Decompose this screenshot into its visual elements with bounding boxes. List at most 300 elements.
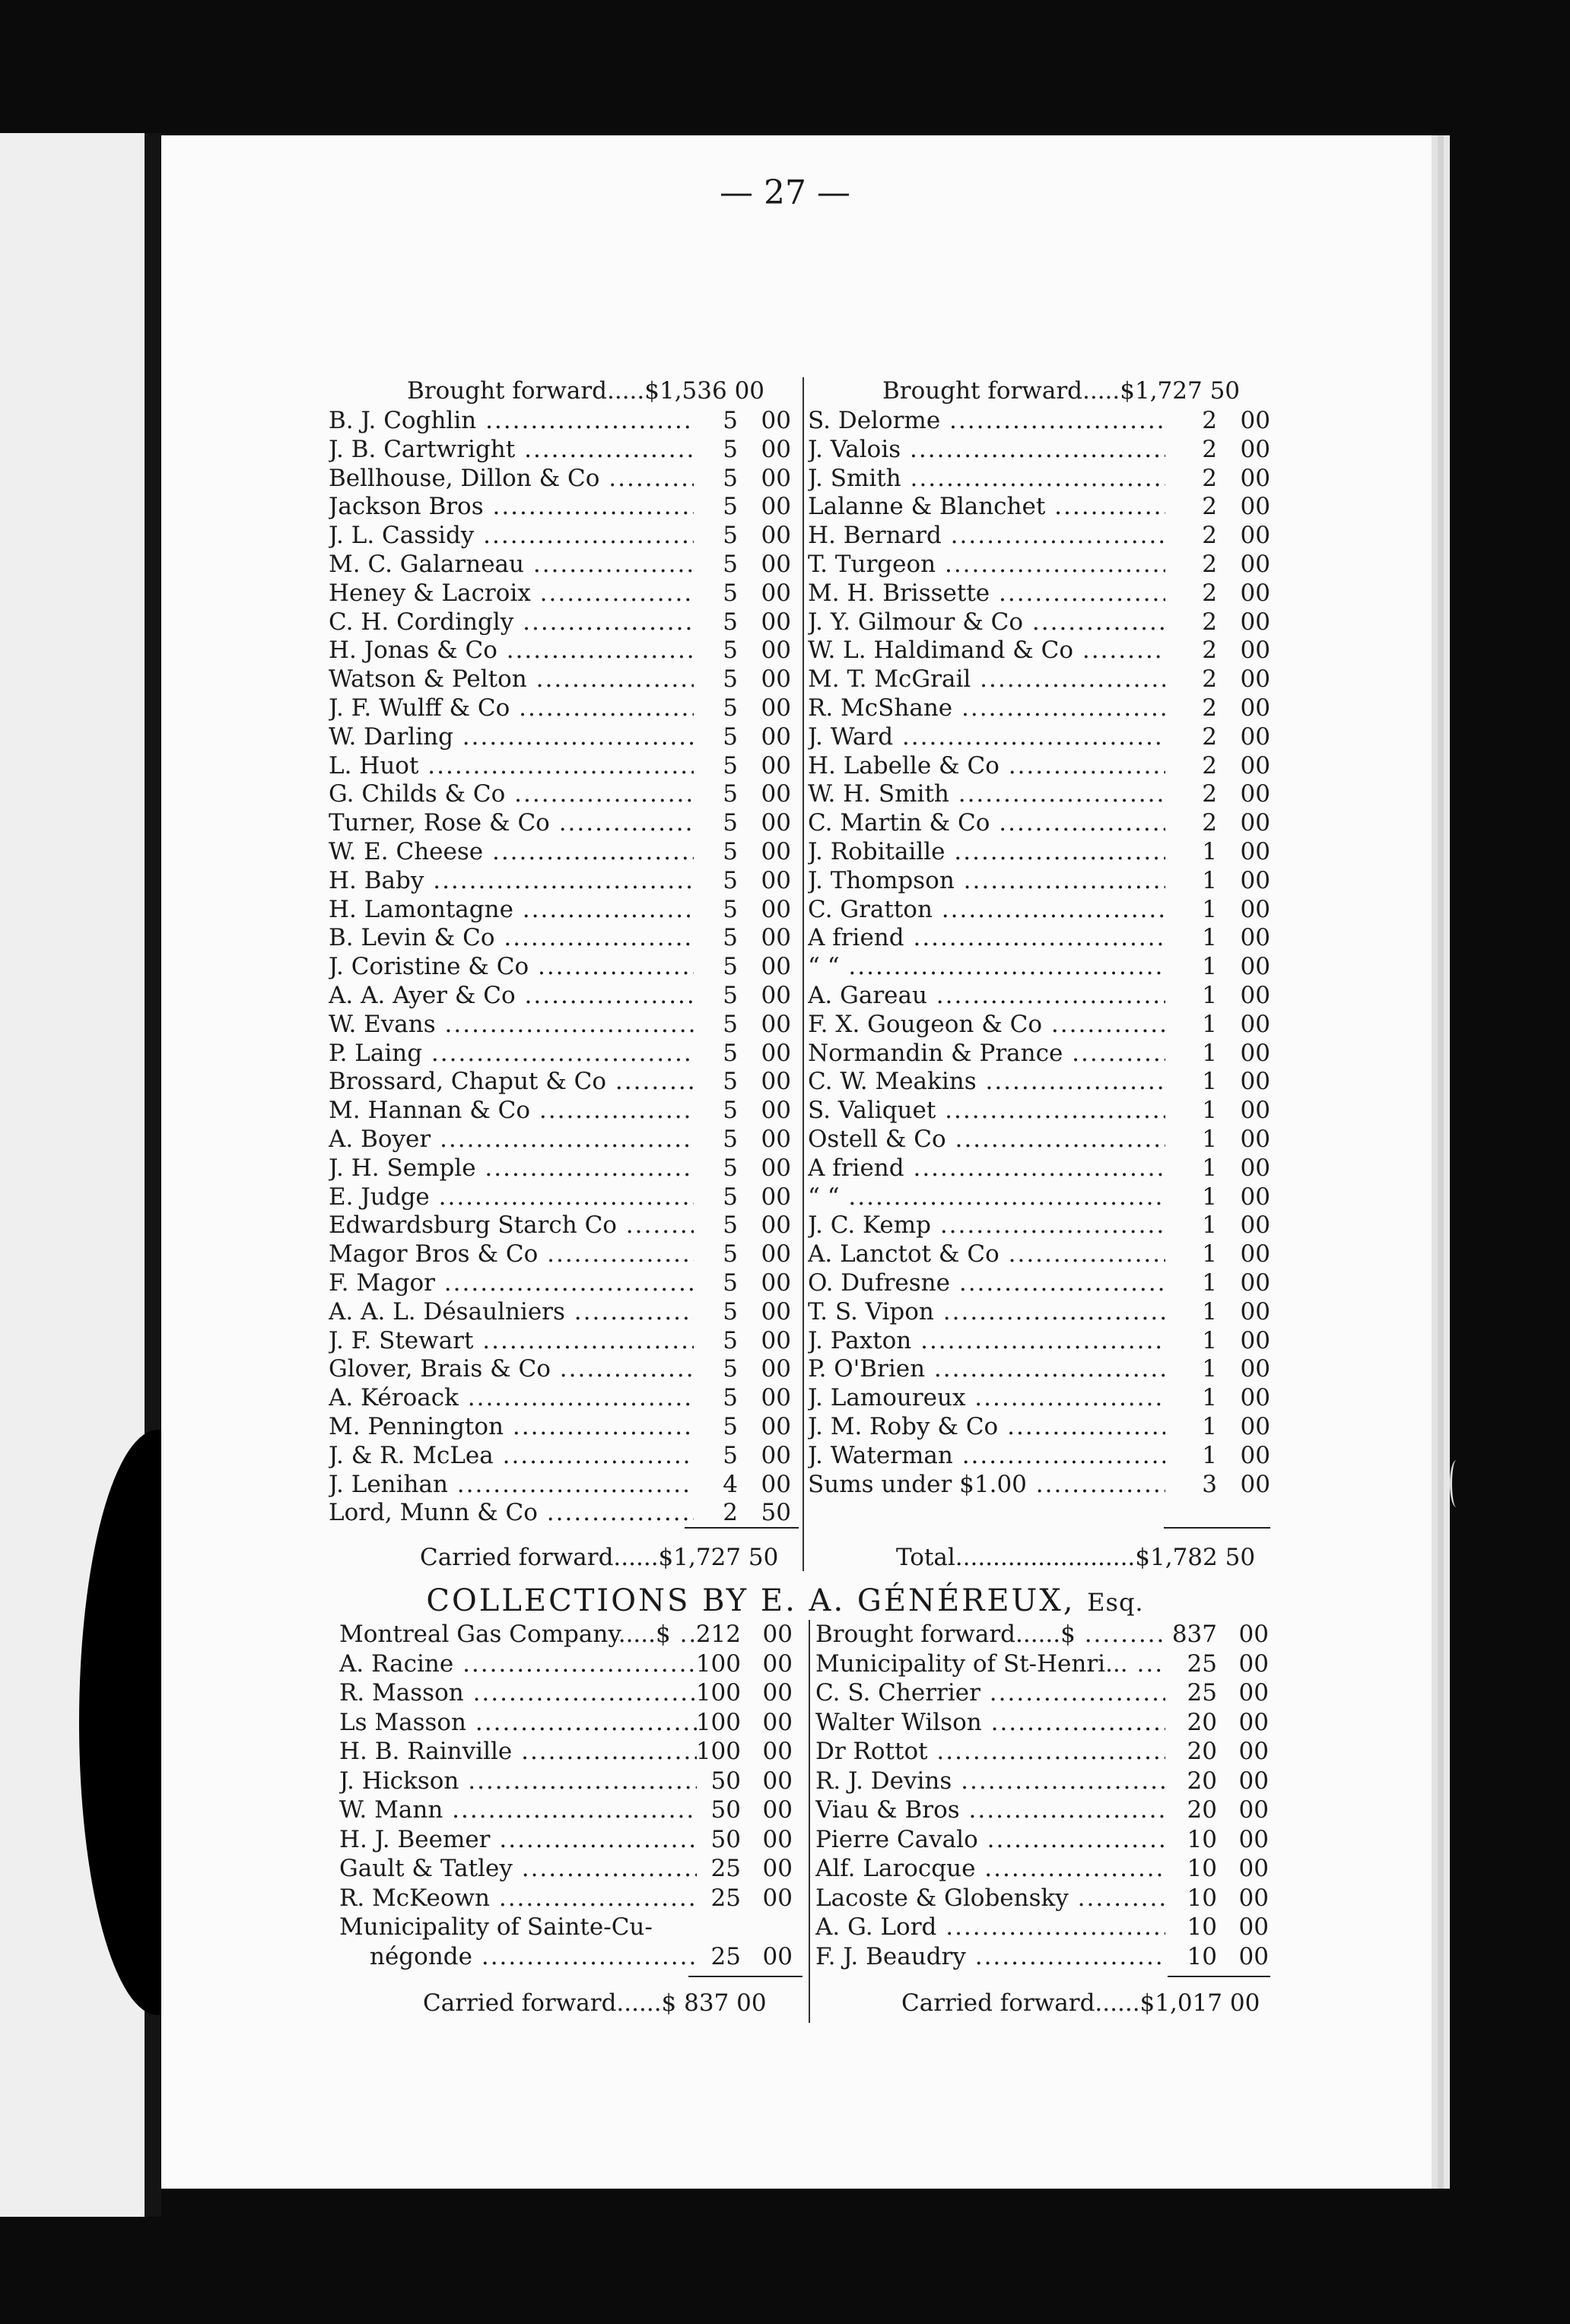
list-item: [329, 694, 800, 722]
amount-cents: 00: [762, 1621, 793, 1648]
amount-cents: 00: [1240, 1068, 1270, 1096]
contributor-name: G. Childs & Co .....: [329, 779, 694, 808]
contributor-name: Municipality of Sainte-Cu-: [339, 1913, 653, 1941]
amount-dollars: 5: [723, 694, 738, 722]
contributor-name: A. A. Ayer & Co .....: [329, 981, 694, 1010]
list-item: [329, 1240, 800, 1268]
list-item: [329, 464, 800, 493]
list-item: [808, 550, 1272, 579]
contributor-name: Turner, Rose & Co .....: [329, 808, 694, 837]
amount-dollars: 2: [723, 1499, 738, 1527]
amount-cents: 00: [1240, 1240, 1270, 1268]
amount-dollars: 1: [1202, 866, 1217, 894]
amount-dollars: 5: [723, 407, 738, 434]
amount-dollars: 1: [1202, 982, 1217, 1009]
contributor-name: A. G. Lord .....: [815, 1913, 1165, 1941]
amount-dollars: 1: [1202, 838, 1217, 865]
amount-cents: 00: [1240, 809, 1270, 837]
amount-dollars: 10: [1187, 1855, 1217, 1882]
contributor-name: L. Huot .....: [329, 751, 694, 780]
amount-cents: 00: [1240, 694, 1270, 722]
amount-cents: 00: [761, 1470, 791, 1498]
amount-dollars: 5: [723, 1039, 738, 1067]
list-item: [329, 492, 800, 521]
top-left-sum-rule: [685, 1527, 799, 1529]
section-heading-main: COLLECTIONS BY E. A. GÉNÉREUX,: [426, 1583, 1076, 1618]
contributor-name: M. C. Galarneau .....: [329, 550, 694, 579]
amount-dollars: 2: [1202, 407, 1217, 434]
amount-dollars: 1: [1202, 1326, 1217, 1354]
contributor-name: A. A. L. Désaulniers .....: [329, 1297, 694, 1326]
amount-cents: 00: [1240, 982, 1270, 1009]
amount-dollars: 5: [723, 809, 738, 837]
amount-cents: 00: [1240, 608, 1270, 636]
list-item: [329, 406, 800, 435]
list-item: [808, 1010, 1272, 1039]
amount-cents: 00: [761, 1297, 791, 1326]
list-item: [808, 981, 1272, 1010]
amount-cents: 00: [1238, 1621, 1269, 1648]
list-item: [329, 1412, 800, 1441]
amount-dollars: 2: [1202, 551, 1217, 578]
amount-dollars: 100: [695, 1708, 741, 1736]
amount-cents: 00: [1240, 1097, 1270, 1125]
list-item: [815, 1942, 1272, 1971]
list-item: [329, 1067, 800, 1096]
top-right-total: Total........................$1,782 50: [896, 1544, 1256, 1571]
contributor-name: C. Martin & Co .....: [808, 808, 1165, 837]
contributor-name: J. H. Semple .....: [329, 1154, 694, 1183]
amount-dollars: 1: [1202, 1269, 1217, 1297]
list-item: [329, 1470, 800, 1499]
amount-dollars: 5: [723, 1384, 738, 1412]
contributor-name: F. J. Beaudry .....: [815, 1942, 1165, 1971]
list-item: [808, 665, 1272, 694]
contributor-name: négonde .....: [339, 1942, 697, 1971]
list-item: [329, 665, 800, 694]
list-item: [329, 866, 800, 895]
amount-cents: 00: [761, 1010, 791, 1038]
contributor-name: T. Turgeon .....: [808, 550, 1165, 579]
amount-cents: 00: [1240, 1441, 1270, 1469]
list-item: [808, 779, 1272, 808]
amount-dollars: 5: [723, 665, 738, 694]
amount-cents: 00: [762, 1825, 793, 1853]
contributor-name: M. Pennington .....: [329, 1412, 694, 1441]
amount-dollars: 5: [723, 1183, 738, 1211]
list-item: [808, 1354, 1272, 1383]
amount-cents: 00: [761, 522, 791, 550]
amount-cents: 00: [1240, 579, 1270, 607]
contributor-name: Lalanne & Blanchet .....: [808, 492, 1165, 521]
amount-cents: 00: [1240, 1413, 1270, 1440]
list-item: [329, 1498, 800, 1527]
top-right-sum-rule: [1164, 1527, 1270, 1529]
amount-cents: 00: [761, 751, 791, 779]
list-item: [808, 406, 1272, 435]
amount-dollars: 2: [1202, 809, 1217, 837]
list-item: [808, 808, 1272, 837]
amount-cents: 00: [1240, 751, 1270, 779]
amount-dollars: 25: [1187, 1679, 1217, 1706]
list-item: [329, 1096, 800, 1125]
list-item: [808, 1412, 1272, 1441]
amount-dollars: 5: [723, 1269, 738, 1297]
list-item: [329, 779, 800, 808]
list-item: [329, 1326, 800, 1355]
amount-cents: 00: [1240, 1125, 1270, 1153]
contributor-name: Alf. Larocque .....: [815, 1854, 1165, 1883]
list-item: [808, 1297, 1272, 1326]
amount-cents: 00: [761, 866, 791, 894]
list-item: [808, 1326, 1272, 1355]
list-item: [329, 1211, 800, 1240]
contributor-name: H. B. Rainville .....: [339, 1737, 697, 1766]
contributor-name: Walter Wilson .....: [815, 1708, 1165, 1737]
contributor-name: C. Gratton .....: [808, 895, 1165, 924]
list-item: [808, 837, 1272, 866]
amount-dollars: 1: [1202, 1010, 1217, 1038]
contributor-name: H. Jonas & Co .....: [329, 636, 694, 665]
amount-cents: 00: [761, 838, 791, 865]
list-item: [339, 1620, 803, 1649]
amount-cents: 00: [761, 1154, 791, 1182]
amount-cents: 00: [1240, 522, 1270, 550]
amount-dollars: 5: [723, 1355, 738, 1383]
amount-cents: 00: [761, 1097, 791, 1125]
amount-cents: 00: [1238, 1884, 1269, 1912]
amount-dollars: 2: [1202, 780, 1217, 808]
amount-dollars: 10: [1187, 1942, 1217, 1970]
contributor-name: C. H. Cordingly .....: [329, 608, 694, 637]
contributor-name: J. Y. Gilmour & Co .....: [808, 608, 1165, 637]
amount-dollars: 1: [1202, 1384, 1217, 1412]
contributor-name: Edwardsburg Starch Co .....: [329, 1211, 694, 1240]
top-left-brought-forward: Brought forward.....$1,536 00: [407, 377, 765, 405]
amount-dollars: 2: [1202, 464, 1217, 492]
list-item: [808, 1240, 1272, 1268]
amount-dollars: 20: [1187, 1767, 1217, 1795]
contributor-name: A. Gareau .....: [808, 981, 1165, 1010]
amount-dollars: 5: [723, 1125, 738, 1153]
list-item: [808, 1211, 1272, 1240]
amount-dollars: 5: [723, 1326, 738, 1354]
bottom-right-sum-rule: [1168, 1976, 1270, 1977]
amount-cents: 00: [761, 1125, 791, 1153]
amount-dollars: 5: [723, 1097, 738, 1125]
amount-cents: 00: [761, 1413, 791, 1440]
list-item: [808, 952, 1272, 981]
contributor-name: M. H. Brissette .....: [808, 579, 1165, 608]
amount-dollars: 5: [723, 895, 738, 923]
list-item: [808, 492, 1272, 521]
amount-cents: 00: [1238, 1796, 1269, 1824]
bottom-right-carried-forward: Carried forward......$1,017 00: [901, 1989, 1260, 2017]
list-item: [329, 1354, 800, 1383]
contributor-name: W. Mann .....: [339, 1795, 697, 1824]
amount-cents: 00: [1240, 953, 1270, 981]
amount-dollars: 4: [723, 1470, 738, 1498]
amount-cents: 00: [762, 1679, 793, 1706]
list-item: [808, 521, 1272, 550]
contributor-name: Sums under $1.00 .....: [808, 1470, 1165, 1499]
bottom-left-carried-forward: Carried forward......$ 837 00: [423, 1989, 767, 2017]
amount-cents: 00: [1238, 1942, 1269, 1970]
contributor-name: J. Lenihan .....: [329, 1470, 694, 1499]
amount-cents: 00: [762, 1708, 793, 1736]
list-item: [815, 1737, 1272, 1766]
list-item: [329, 952, 800, 981]
amount-dollars: 1: [1202, 1211, 1217, 1240]
list-item: [808, 1441, 1272, 1470]
amount-cents: 00: [1240, 1211, 1270, 1240]
amount-dollars: 1: [1202, 1441, 1217, 1469]
amount-cents: 00: [1240, 838, 1270, 865]
list-item: [329, 1441, 800, 1470]
amount-dollars: 5: [723, 953, 738, 981]
top-left-carried-forward: Carried forward......$1,727 50: [420, 1544, 779, 1571]
contributor-name: W. Darling .....: [329, 722, 694, 751]
amount-dollars: 2: [1202, 665, 1217, 694]
list-item: [815, 1913, 1272, 1941]
contributor-name: B. J. Coghlin .....: [329, 406, 694, 435]
amount-cents: 00: [1240, 1154, 1270, 1182]
list-item: [329, 435, 800, 464]
amount-cents: 00: [761, 1211, 791, 1240]
contributor-name: Brought forward......$ .....: [815, 1620, 1165, 1649]
list-item: [329, 521, 800, 550]
amount-dollars: 20: [1187, 1738, 1217, 1765]
list-item: [815, 1884, 1272, 1913]
contributor-name: J. Valois .....: [808, 435, 1165, 464]
list-item: [329, 1154, 800, 1183]
amount-cents: 00: [1240, 1470, 1270, 1498]
amount-cents: 00: [1238, 1649, 1269, 1678]
contributor-name: W. E. Cheese .....: [329, 837, 694, 866]
contributor-name: Gault & Tatley .....: [339, 1854, 697, 1883]
amount-cents: 00: [761, 924, 791, 952]
list-item: [808, 464, 1272, 493]
contributor-name: S. Valiquet .....: [808, 1096, 1165, 1125]
amount-dollars: 5: [723, 1010, 738, 1038]
amount-dollars: 5: [723, 579, 738, 607]
bottom-right-list: [815, 1620, 1272, 1970]
list-item: [808, 1183, 1272, 1211]
list-item: [808, 866, 1272, 895]
contributor-name: J. Robitaille .....: [808, 837, 1165, 866]
amount-dollars: 1: [1202, 1039, 1217, 1067]
amount-dollars: 5: [723, 608, 738, 636]
contributor-name: A. Lanctot & Co .....: [808, 1240, 1165, 1268]
section-heading-suffix: Esq.: [1087, 1588, 1144, 1617]
amount-dollars: 25: [710, 1855, 741, 1882]
amount-cents: 00: [1240, 1297, 1270, 1326]
amount-dollars: 50: [710, 1796, 741, 1824]
contributor-name: H. Baby .....: [329, 866, 694, 895]
amount-cents: 00: [1240, 780, 1270, 808]
contributor-name: Lacoste & Globensky .....: [815, 1884, 1165, 1913]
amount-dollars: 5: [723, 551, 738, 578]
amount-cents: 00: [761, 1068, 791, 1096]
amount-cents: 00: [762, 1855, 793, 1882]
list-item: [329, 579, 800, 608]
amount-cents: 00: [761, 1441, 791, 1469]
contributor-name: Heney & Lacroix .....: [329, 579, 694, 608]
amount-dollars: 5: [723, 722, 738, 751]
list-item: [808, 1383, 1272, 1412]
contributor-name: H. Labelle & Co .....: [808, 751, 1165, 780]
list-item: [339, 1737, 803, 1766]
amount-cents: 00: [1240, 637, 1270, 665]
amount-cents: 00: [761, 982, 791, 1009]
amount-dollars: 5: [723, 866, 738, 894]
amount-dollars: 20: [1187, 1796, 1217, 1824]
amount-cents: 00: [1240, 1355, 1270, 1383]
list-item: [808, 1154, 1272, 1183]
contributor-name: W. L. Haldimand & Co .....: [808, 636, 1165, 665]
amount-cents: 00: [762, 1884, 793, 1912]
bottom-left-list: [339, 1620, 803, 1970]
contributor-name: “ “ .....: [808, 1183, 1165, 1211]
list-item: [329, 1125, 800, 1154]
amount-dollars: 5: [723, 493, 738, 521]
amount-dollars: 5: [723, 1068, 738, 1096]
list-item: [329, 923, 800, 952]
list-item: [808, 895, 1272, 924]
amount-dollars: 5: [723, 838, 738, 865]
amount-dollars: 25: [710, 1942, 741, 1970]
amount-cents: 00: [761, 694, 791, 722]
list-item: [815, 1854, 1272, 1883]
contributor-name: F. X. Gougeon & Co .....: [808, 1010, 1165, 1039]
list-item: [815, 1825, 1272, 1854]
contributor-name: A. Boyer .....: [329, 1125, 694, 1154]
contributor-name: J. B. Cartwright .....: [329, 435, 694, 464]
amount-dollars: 3: [1202, 1470, 1217, 1498]
amount-dollars: 1: [1202, 1240, 1217, 1268]
amount-cents: 00: [1240, 1183, 1270, 1211]
amount-dollars: 5: [723, 780, 738, 808]
contributor-name: Glover, Brais & Co .....: [329, 1354, 694, 1383]
amount-dollars: 5: [723, 522, 738, 550]
list-item: [808, 751, 1272, 780]
list-item: [339, 1767, 803, 1795]
amount-cents: 00: [762, 1942, 793, 1970]
amount-cents: 00: [1238, 1825, 1269, 1853]
list-item: [808, 694, 1272, 722]
list-item: [808, 722, 1272, 751]
amount-cents: 00: [762, 1738, 793, 1765]
amount-cents: 00: [1240, 1010, 1270, 1038]
list-item: [329, 722, 800, 751]
amount-dollars: 5: [723, 1413, 738, 1440]
top-right-list: [808, 406, 1272, 1539]
list-item: [808, 1268, 1272, 1297]
contributor-name: M. T. McGrail .....: [808, 665, 1165, 694]
amount-cents: 00: [761, 895, 791, 923]
contributor-name: P. O'Brien .....: [808, 1354, 1165, 1383]
amount-dollars: 25: [1187, 1649, 1217, 1678]
amount-cents: 00: [761, 407, 791, 434]
amount-cents: 00: [1240, 1269, 1270, 1297]
list-item: [815, 1795, 1272, 1824]
list-item: [329, 981, 800, 1010]
contributor-name: Magor Bros & Co .....: [329, 1240, 694, 1268]
amount-cents: 00: [1240, 866, 1270, 894]
amount-dollars: 2: [1202, 522, 1217, 550]
contributor-name: Watson & Pelton .....: [329, 665, 694, 694]
list-item: [329, 751, 800, 780]
amount-dollars: 5: [723, 982, 738, 1009]
amount-dollars: 2: [1202, 493, 1217, 521]
amount-dollars: 20: [1187, 1708, 1217, 1736]
amount-cents: 00: [1238, 1738, 1269, 1765]
contributor-name: O. Dufresne .....: [808, 1268, 1165, 1297]
amount-cents: 00: [1240, 722, 1270, 751]
amount-cents: 00: [761, 722, 791, 751]
contributor-name: S. Delorme .....: [808, 406, 1165, 435]
list-item: [815, 1620, 1272, 1649]
amount-cents: 00: [761, 953, 791, 981]
amount-dollars: 2: [1202, 751, 1217, 779]
amount-dollars: 1: [1202, 953, 1217, 981]
amount-dollars: 1: [1202, 895, 1217, 923]
amount-cents: 00: [1238, 1708, 1269, 1736]
section-heading: [0, 1583, 1570, 1618]
list-item: [329, 837, 800, 866]
list-item: [329, 636, 800, 665]
contributor-name: J. Paxton .....: [808, 1326, 1165, 1355]
contributor-name: A. Kéroack .....: [329, 1383, 694, 1412]
contributor-name: R. McShane .....: [808, 694, 1165, 722]
contributor-name: P. Laing .....: [329, 1039, 694, 1068]
contributor-name: Normandin & Prance .....: [808, 1039, 1165, 1068]
amount-cents: 00: [761, 1183, 791, 1211]
amount-dollars: 2: [1202, 608, 1217, 636]
list-item: [339, 1884, 803, 1913]
list-item: [808, 636, 1272, 665]
amount-cents: 00: [1240, 924, 1270, 952]
contributor-name: R. Masson .....: [339, 1678, 697, 1707]
list-item: [815, 1767, 1272, 1795]
contributor-name: B. Levin & Co .....: [329, 923, 694, 952]
list-item: [339, 1795, 803, 1824]
contributor-name: Brossard, Chaput & Co .....: [329, 1067, 694, 1096]
amount-dollars: 837: [1171, 1621, 1217, 1648]
amount-cents: 00: [761, 464, 791, 492]
list-item: [329, 1297, 800, 1326]
amount-dollars: 5: [723, 637, 738, 665]
contributor-name: W. H. Smith .....: [808, 779, 1165, 808]
margin-pencil-mark: [1450, 1460, 1463, 1507]
contributor-name: J. & R. McLea .....: [329, 1441, 694, 1470]
contributor-name: J. Thompson .....: [808, 866, 1165, 895]
list-item: [815, 1649, 1272, 1678]
list-item: [808, 1470, 1272, 1499]
list-item: [808, 579, 1272, 608]
amount-dollars: 5: [723, 924, 738, 952]
top-right-brought-forward: Brought forward.....$1,727 50: [882, 377, 1241, 405]
amount-dollars: 5: [723, 1154, 738, 1182]
contributor-name: W. Evans .....: [329, 1010, 694, 1039]
amount-dollars: 1: [1202, 924, 1217, 952]
amount-dollars: 5: [723, 1211, 738, 1240]
amount-cents: 00: [1240, 1326, 1270, 1354]
amount-cents: 00: [1238, 1767, 1269, 1795]
amount-cents: 00: [761, 493, 791, 521]
amount-dollars: 2: [1202, 579, 1217, 607]
list-item: [329, 550, 800, 579]
